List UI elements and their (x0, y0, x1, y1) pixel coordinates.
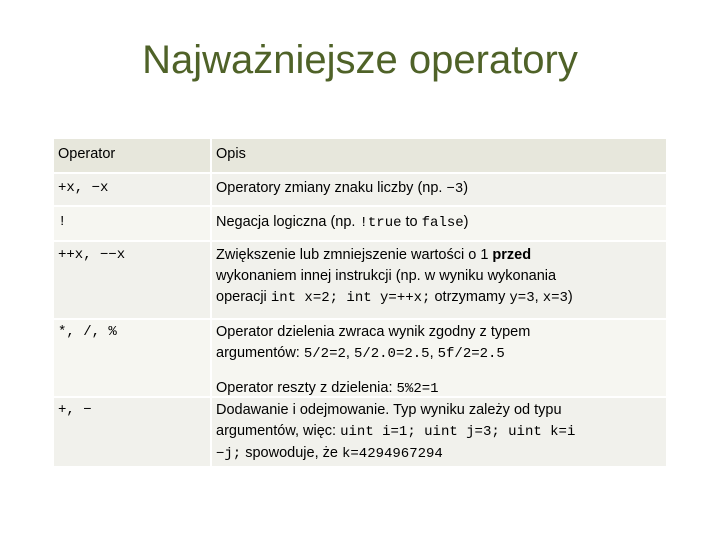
desc-code: y=3 (509, 290, 535, 306)
operator-cell: +, − (54, 398, 210, 466)
desc-code: k=4294967294 (341, 446, 443, 462)
desc-line (216, 287, 662, 309)
description-cell (212, 242, 666, 318)
header-opis: Opis (212, 139, 666, 172)
desc-line (216, 245, 662, 266)
desc-text: ) (567, 289, 573, 305)
desc-text: otrzymamy (430, 289, 510, 305)
desc-code: 5/2=2 (303, 346, 346, 362)
operator-cell: ! (54, 207, 210, 240)
desc-line (216, 443, 662, 465)
desc-text: ) (463, 214, 469, 230)
desc-text: Negacja logiczna (np. (216, 214, 360, 230)
desc-text: , (534, 289, 543, 305)
desc-code: x=3 (542, 290, 568, 306)
header-operator: Operator (54, 139, 210, 172)
desc-text: spowoduje, że (241, 445, 342, 461)
desc-line: Dodawanie i odejmowanie. Typ wyniku zależy od typu (216, 402, 562, 418)
desc-code: int x=2; int y=++x; (270, 290, 431, 306)
desc-text: operacji (216, 289, 271, 305)
desc-emphasis: przed (492, 247, 532, 263)
desc-line: Operator dzielenia zwraca wynik zgodny z typem (216, 324, 531, 340)
desc-line (216, 378, 662, 400)
desc-text: Operator reszty z dzielenia: (216, 380, 397, 396)
description-cell (212, 398, 666, 466)
desc-line (216, 343, 662, 365)
desc-line (216, 421, 662, 443)
desc-text: Operatory zmiany znaku liczby (np. (216, 180, 447, 196)
desc-code: 5f/2=2.5 (437, 346, 505, 362)
desc-line: wykonaniem innej instrukcji (np. w wyniku wykonania (216, 268, 557, 284)
desc-text: ) (463, 180, 469, 196)
slide-title: Najważniejsze operatory (142, 38, 578, 82)
operator-cell: ++x, −−x (54, 242, 210, 318)
desc-text: argumentów: (216, 345, 304, 361)
desc-code: !true (359, 215, 402, 231)
desc-code: 5%2=1 (396, 381, 439, 397)
description-cell (212, 320, 666, 396)
desc-code: −j; (216, 446, 242, 462)
desc-code: −3 (446, 181, 464, 197)
desc-text: Zwiększenie lub zmniejszenie wartości o 1 (216, 247, 493, 263)
desc-code: false (421, 215, 464, 231)
desc-code: 5/2.0=2.5 (353, 346, 430, 362)
desc-text: to (401, 214, 422, 230)
description-cell (212, 207, 666, 240)
desc-text: , (345, 345, 354, 361)
desc-code: uint i=1; uint j=3; uint k=i (340, 424, 576, 440)
desc-text: argumentów, więc: (216, 423, 341, 439)
description-cell (212, 174, 666, 205)
operator-cell: +x, −x (54, 174, 210, 205)
operator-cell: *, /, % (54, 320, 210, 396)
desc-text: , (429, 345, 438, 361)
